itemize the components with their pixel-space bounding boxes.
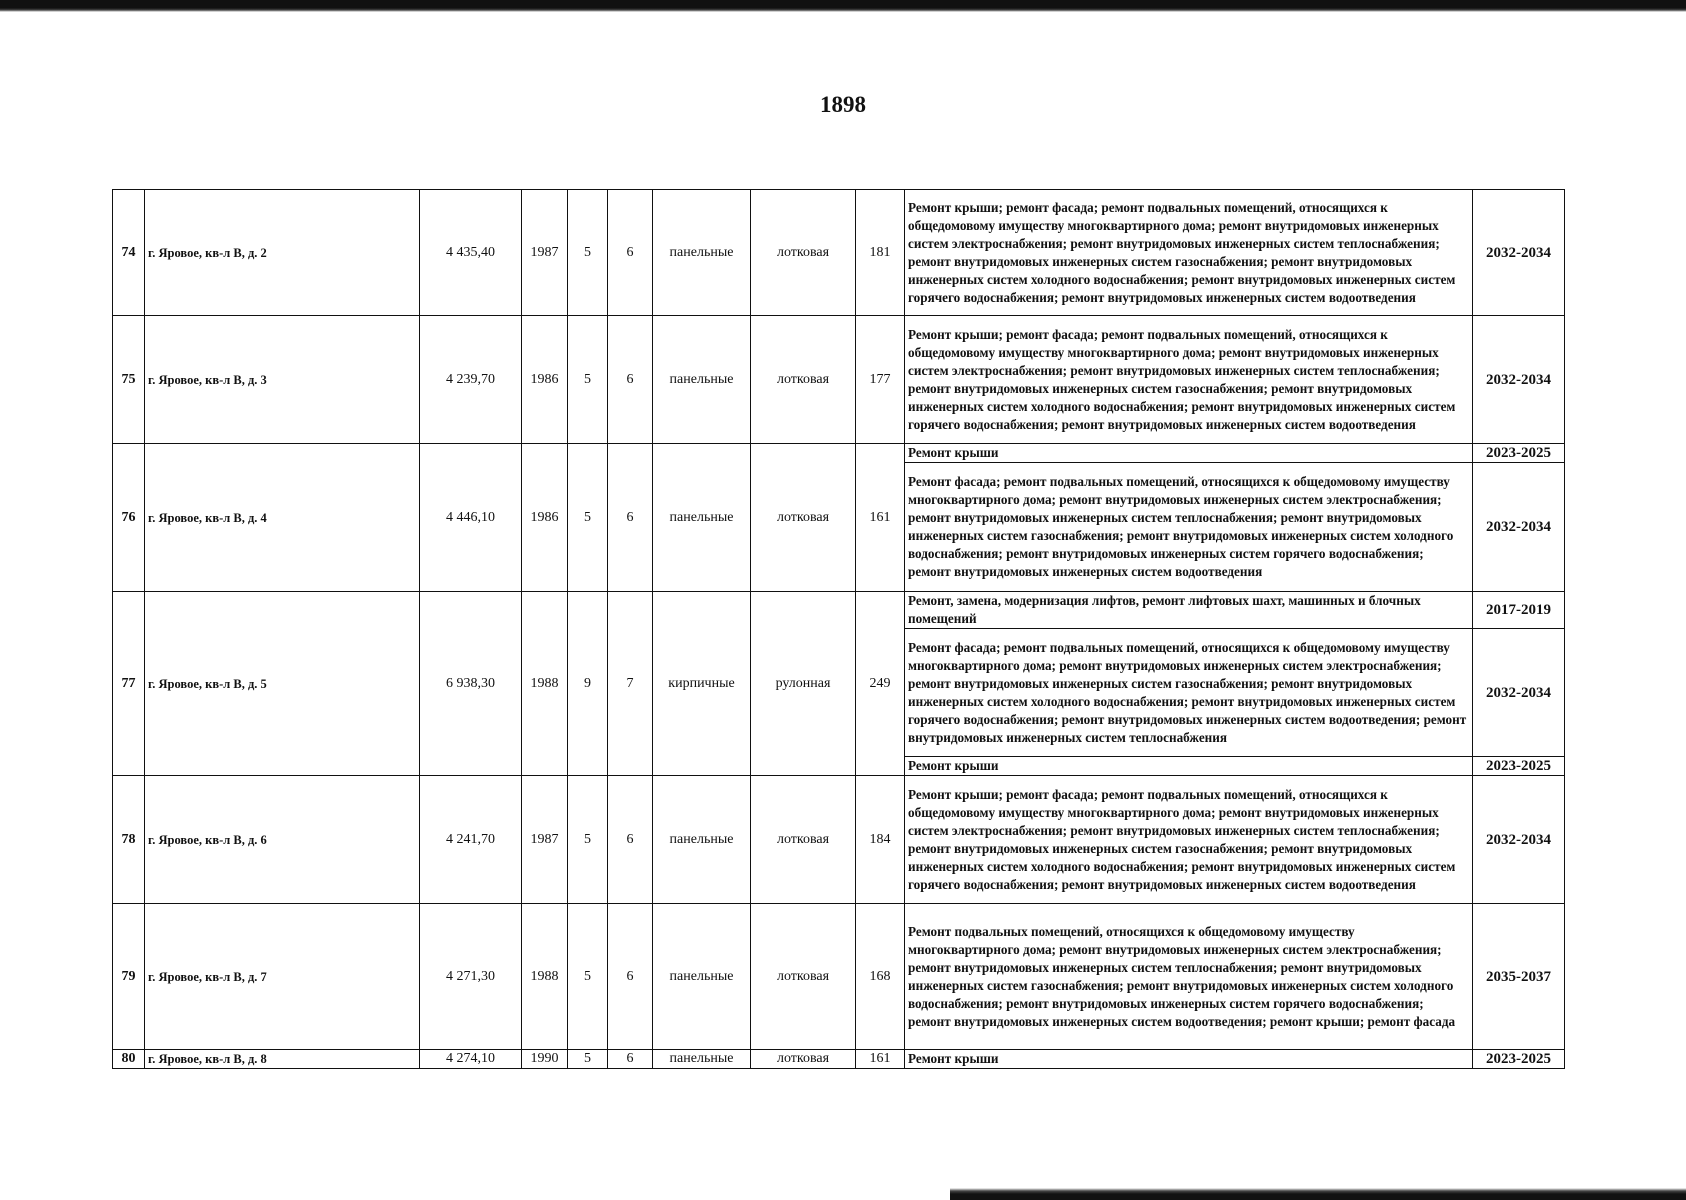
row-number: 74 <box>113 190 145 316</box>
table-row <box>113 190 1565 316</box>
page-number: 1898 <box>820 92 866 117</box>
row-number: 76 <box>113 444 145 592</box>
period-cell: 2023-2025 <box>1473 444 1565 463</box>
area-cell: 4 271,30 <box>420 904 522 1050</box>
table-row <box>113 444 1565 463</box>
works-cell: Ремонт крыши <box>905 1050 1473 1069</box>
year-cell: 1986 <box>522 444 568 592</box>
period-cell: 2023-2025 <box>1473 757 1565 776</box>
period-cell: 2035-2037 <box>1473 904 1565 1050</box>
residents-cell: 177 <box>856 316 905 444</box>
floors-cell: 5 <box>568 444 608 592</box>
address-cell: г. Яровое, кв-л В, д. 4 <box>145 444 420 592</box>
works-cell: Ремонт фасада; ремонт подвальных помещений, относящихся к общедомовому имуществу многоквартирного дома; ремонт внутридомовых инженерных систем электроснабжения; ремонт внутридомовых инженерных систем газоснабжения; ремонт внутридомовых инженерных систем холодного водоснабжения; ремонт внутридомовых инженерных систем горячего водоснабжения; ремонт внутридомовых инженерных систем водоотведения; ремонт внутридомовых инженерных систем теплоснабжения <box>905 629 1473 757</box>
floors-cell: 5 <box>568 316 608 444</box>
address-cell: г. Яровое, кв-л В, д. 6 <box>145 776 420 904</box>
works-cell: Ремонт крыши; ремонт фасада; ремонт подвальных помещений, относящихся к общедомовому имуществу многоквартирного дома; ремонт внутридомовых инженерных систем электроснабжения; ремонт внутридомовых инженерных систем теплоснабжения; ремонт внутридомовых инженерных систем газоснабжения; ремонт внутридомовых инженерных систем холодного водоснабжения; ремонт внутридомовых инженерных систем горячего водоснабжения; ремонт внутридомовых инженерных систем водоотведения <box>905 776 1473 904</box>
period-cell: 2017-2019 <box>1473 592 1565 629</box>
walls-cell: панельные <box>653 190 751 316</box>
address-cell: г. Яровое, кв-л В, д. 3 <box>145 316 420 444</box>
period-cell: 2032-2034 <box>1473 629 1565 757</box>
table-row <box>113 316 1565 444</box>
roof-cell: лотковая <box>751 316 856 444</box>
floors-cell: 9 <box>568 592 608 776</box>
scan-border-bottom <box>950 1188 1686 1200</box>
entrances-cell: 6 <box>608 316 653 444</box>
works-cell: Ремонт крыши; ремонт фасада; ремонт подвальных помещений, относящихся к общедомовому имуществу многоквартирного дома; ремонт внутридомовых инженерных систем электроснабжения; ремонт внутридомовых инженерных систем теплоснабжения; ремонт внутридомовых инженерных систем газоснабжения; ремонт внутридомовых инженерных систем холодного водоснабжения; ремонт внутридомовых инженерных систем горячего водоснабжения; ремонт внутридомовых инженерных систем водоотведения <box>905 316 1473 444</box>
works-cell: Ремонт крыши <box>905 444 1473 463</box>
works-cell: Ремонт фасада; ремонт подвальных помещений, относящихся к общедомовому имуществу многоквартирного дома; ремонт внутридомовых инженерных систем электроснабжения; ремонт внутридомовых инженерных систем теплоснабжения; ремонт внутридомовых инженерных систем газоснабжения; ремонт внутридомовых инженерных систем холодного водоснабжения; ремонт внутридомовых инженерных систем горячего водоснабжения; ремонт внутридомовых инженерных систем водоотведения <box>905 463 1473 592</box>
works-cell: Ремонт крыши <box>905 757 1473 776</box>
area-cell: 4 446,10 <box>420 444 522 592</box>
walls-cell: панельные <box>653 904 751 1050</box>
table-row <box>113 904 1565 1050</box>
works-cell: Ремонт крыши; ремонт фасада; ремонт подвальных помещений, относящихся к общедомовому имуществу многоквартирного дома; ремонт внутридомовых инженерных систем электроснабжения; ремонт внутридомовых инженерных систем теплоснабжения; ремонт внутридомовых инженерных систем газоснабжения; ремонт внутридомовых инженерных систем холодного водоснабжения; ремонт внутридомовых инженерных систем горячего водоснабжения; ремонт внутридомовых инженерных систем водоотведения <box>905 190 1473 316</box>
residents-cell: 184 <box>856 776 905 904</box>
table-row <box>113 776 1565 904</box>
area-cell: 6 938,30 <box>420 592 522 776</box>
repair-schedule-table <box>112 189 1565 1069</box>
year-cell: 1987 <box>522 776 568 904</box>
works-cell: Ремонт подвальных помещений, относящихся к общедомовому имуществу многоквартирного дома; ремонт внутридомовых инженерных систем электроснабжения; ремонт внутридомовых инженерных систем теплоснабжения; ремонт внутридомовых инженерных систем газоснабжения; ремонт внутридомовых инженерных систем холодного водоснабжения; ремонт внутридомовых инженерных систем горячего водоснабжения; ремонт внутридомовых инженерных систем водоотведения; ремонт крыши; ремонт фасада <box>905 904 1473 1050</box>
entrances-cell: 6 <box>608 776 653 904</box>
entrances-cell: 6 <box>608 1050 653 1069</box>
area-cell: 4 241,70 <box>420 776 522 904</box>
area-cell: 4 239,70 <box>420 316 522 444</box>
year-cell: 1988 <box>522 592 568 776</box>
roof-cell: рулонная <box>751 592 856 776</box>
residents-cell: 168 <box>856 904 905 1050</box>
year-cell: 1987 <box>522 190 568 316</box>
period-cell: 2032-2034 <box>1473 190 1565 316</box>
year-cell: 1988 <box>522 904 568 1050</box>
walls-cell: панельные <box>653 316 751 444</box>
residents-cell: 249 <box>856 592 905 776</box>
residents-cell: 161 <box>856 444 905 592</box>
row-number: 80 <box>113 1050 145 1069</box>
area-cell: 4 274,10 <box>420 1050 522 1069</box>
floors-cell: 5 <box>568 1050 608 1069</box>
walls-cell: панельные <box>653 1050 751 1069</box>
row-number: 79 <box>113 904 145 1050</box>
period-cell: 2032-2034 <box>1473 316 1565 444</box>
floors-cell: 5 <box>568 190 608 316</box>
works-cell: Ремонт, замена, модернизация лифтов, ремонт лифтовых шахт, машинных и блочных помещений <box>905 592 1473 629</box>
roof-cell: лотковая <box>751 1050 856 1069</box>
entrances-cell: 6 <box>608 190 653 316</box>
year-cell: 1986 <box>522 316 568 444</box>
walls-cell: кирпичные <box>653 592 751 776</box>
roof-cell: лотковая <box>751 776 856 904</box>
residents-cell: 181 <box>856 190 905 316</box>
row-number: 77 <box>113 592 145 776</box>
table-row <box>113 592 1565 629</box>
row-number: 75 <box>113 316 145 444</box>
address-cell: г. Яровое, кв-л В, д. 8 <box>145 1050 420 1069</box>
address-cell: г. Яровое, кв-л В, д. 5 <box>145 592 420 776</box>
address-cell: г. Яровое, кв-л В, д. 7 <box>145 904 420 1050</box>
scan-border-top <box>0 0 1686 12</box>
entrances-cell: 6 <box>608 904 653 1050</box>
roof-cell: лотковая <box>751 444 856 592</box>
year-cell: 1990 <box>522 1050 568 1069</box>
entrances-cell: 6 <box>608 444 653 592</box>
residents-cell: 161 <box>856 1050 905 1069</box>
floors-cell: 5 <box>568 776 608 904</box>
period-cell: 2023-2025 <box>1473 1050 1565 1069</box>
scan-artifact <box>29 1087 62 1120</box>
area-cell: 4 435,40 <box>420 190 522 316</box>
roof-cell: лотковая <box>751 904 856 1050</box>
address-cell: г. Яровое, кв-л В, д. 2 <box>145 190 420 316</box>
floors-cell: 5 <box>568 904 608 1050</box>
row-number: 78 <box>113 776 145 904</box>
roof-cell: лотковая <box>751 190 856 316</box>
entrances-cell: 7 <box>608 592 653 776</box>
table-row <box>113 1050 1565 1069</box>
period-cell: 2032-2034 <box>1473 776 1565 904</box>
walls-cell: панельные <box>653 776 751 904</box>
walls-cell: панельные <box>653 444 751 592</box>
period-cell: 2032-2034 <box>1473 463 1565 592</box>
